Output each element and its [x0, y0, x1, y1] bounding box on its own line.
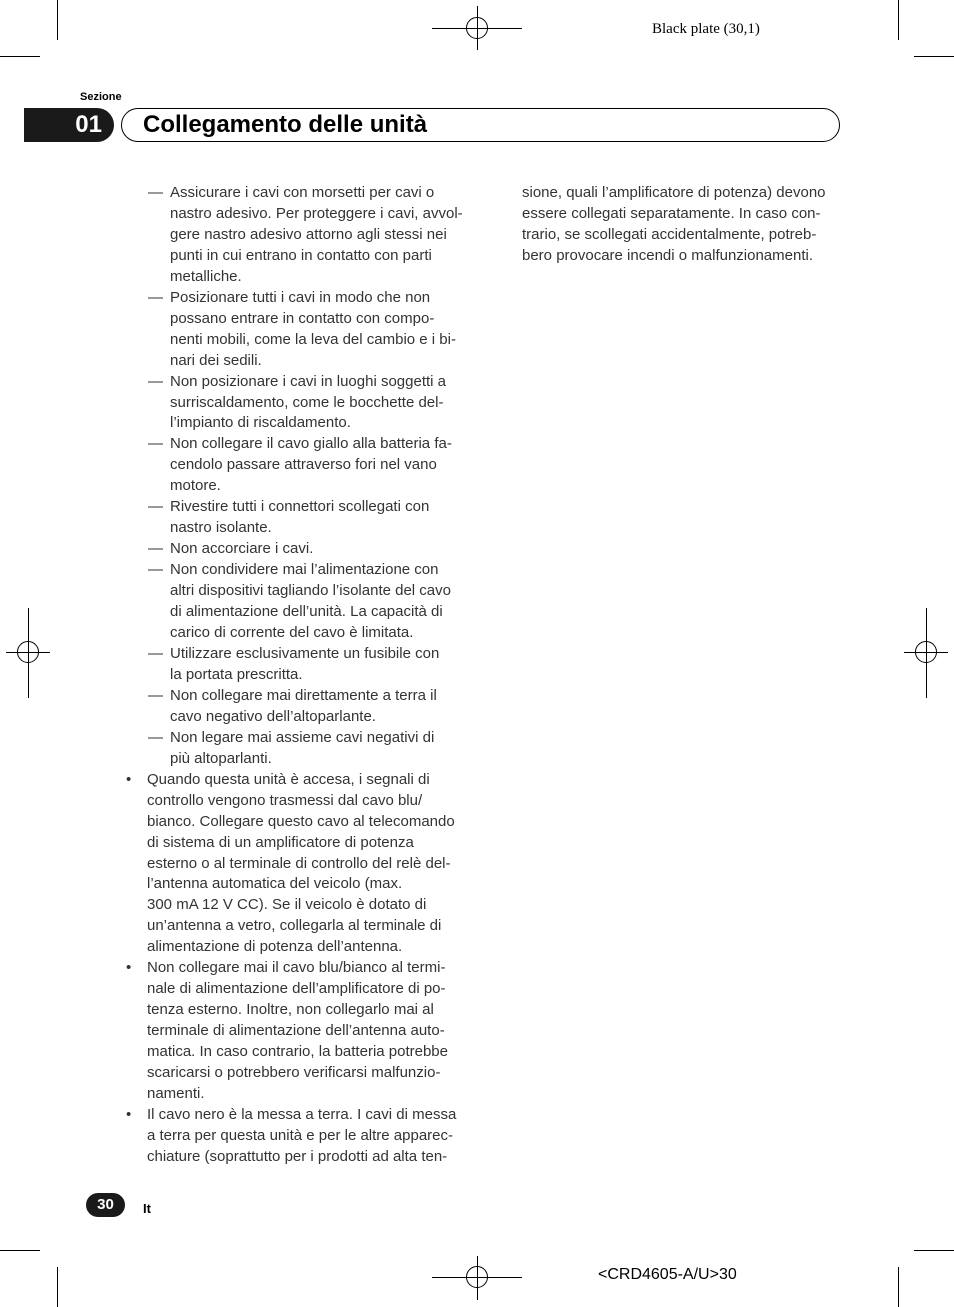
page-number-badge: 30 [86, 1193, 125, 1217]
dash-list-item [120, 434, 470, 497]
bullet-list-item [120, 770, 470, 959]
text-line: matica. In caso contrario, la batteria potrebbe [147, 1043, 448, 1061]
em-dash-marker: — [148, 644, 163, 662]
text-line: più altoparlanti. [170, 749, 272, 767]
text-line: Non legare mai assieme cavi negativi di [170, 728, 435, 746]
text-line: gere nastro adesivo attorno agli stessi nei [170, 225, 447, 243]
text-line: tenza esterno. Inoltre, non collegarlo mai al [147, 1001, 434, 1019]
text-line: Posizionare tutti i cavi in modo che non [170, 288, 431, 306]
dash-list-item [120, 372, 470, 435]
bullet-marker: • [126, 770, 132, 788]
text-line: nastro adesivo. Per proteggere i cavi, avvol- [170, 204, 463, 222]
text-line: nale di alimentazione dell’amplificatore di po- [147, 980, 446, 998]
text-line: alimentazione di potenza dell’antenna. [147, 938, 403, 956]
list-item-text [170, 434, 470, 497]
text-line: bero provocare incendi o malfunzionamenti. [522, 246, 813, 264]
list-item-text [170, 497, 470, 539]
section-label: Sezione [80, 91, 122, 103]
text-line: esterno o al terminale di controllo del relè del- [147, 854, 451, 872]
em-dash-marker: — [148, 561, 163, 579]
em-dash-marker: — [148, 686, 163, 704]
right-column [522, 183, 842, 267]
crop-mark [0, 56, 40, 57]
text-line: cendolo passare attraverso fori nel vano [170, 456, 437, 474]
text-line: sione, quali l’amplificatore di potenza) devono [522, 184, 826, 201]
bullet-marker: • [126, 959, 132, 977]
crop-mark [57, 0, 58, 40]
text-line: terminale di alimentazione dell’antenna auto- [147, 1022, 445, 1040]
dash-list-item [120, 183, 470, 288]
list-item-text [170, 644, 470, 686]
text-line: l’antenna automatica del veicolo (max. [147, 875, 403, 893]
em-dash-marker: — [148, 372, 163, 390]
crop-mark [914, 1250, 954, 1251]
text-line: Non collegare mai direttamente a terra il [170, 686, 437, 704]
text-line: Assicurare i cavi con morsetti per cavi o [170, 184, 435, 201]
text-line: cavo negativo dell’altoparlante. [170, 707, 376, 725]
text-line: a terra per questa unità e per le altre apparec- [147, 1126, 454, 1144]
section-number-badge: 01 [24, 108, 114, 142]
dash-list-item [120, 497, 470, 539]
text-line: Utilizzare esclusivamente un fusibile con [170, 644, 440, 662]
text-line: motore. [170, 477, 221, 495]
text-line: essere collegati separatamente. In caso con- [522, 204, 821, 222]
text-line: surriscaldamento, come le bocchette del- [170, 393, 444, 411]
list-item-text [170, 288, 470, 372]
text-line: 300 mA 12 V CC). Se il veicolo è dotato di [147, 896, 427, 914]
em-dash-marker: — [148, 540, 163, 558]
em-dash-marker: — [148, 288, 163, 306]
section-title: Collegamento delle unità [143, 111, 428, 138]
text-line: nastro isolante. [170, 519, 272, 537]
list-item-text [170, 539, 470, 560]
crop-mark [898, 0, 899, 40]
dash-list-item [120, 560, 470, 644]
list-item-text [170, 728, 470, 770]
em-dash-marker: — [148, 728, 163, 746]
em-dash-marker: — [148, 184, 163, 201]
list-item-text [147, 1105, 470, 1168]
text-line: nenti mobili, come la leva del cambio e i bi- [170, 330, 456, 348]
document-code: <CRD4605-A/U>30 [598, 1266, 737, 1283]
text-line: l’impianto di riscaldamento. [170, 414, 351, 432]
language-code: It [143, 1201, 151, 1216]
text-line: chiature (soprattutto per i prodotti ad alta ten- [147, 1147, 448, 1165]
bullet-list-item [120, 1105, 470, 1168]
em-dash-marker: — [148, 498, 163, 516]
text-line: bianco. Collegare questo cavo al telecomando [147, 812, 455, 830]
list-item-text [170, 686, 470, 728]
bullet-list-item [120, 958, 470, 1105]
text-line: namenti. [147, 1084, 205, 1102]
dash-list-item [120, 539, 470, 560]
text-line: di sistema di un amplificatore di potenza [147, 833, 414, 851]
bullet-marker: • [126, 1105, 132, 1123]
text-line: un’antenna a vetro, collegarla al terminale di [147, 917, 442, 935]
text-line: punti in cui entrano in contatto con parti [170, 246, 432, 264]
text-line: controllo vengono trasmessi dal cavo blu/ [147, 791, 423, 809]
text-line: Il cavo nero è la messa a terra. I cavi di messa [147, 1105, 457, 1123]
crop-mark [0, 1250, 40, 1251]
text-line: Non collegare mai il cavo blu/bianco al termi- [147, 959, 446, 977]
text-line: nari dei sedili. [170, 351, 262, 369]
text-line: Non accorciare i cavi. [170, 540, 314, 558]
dash-list-item [120, 644, 470, 686]
crop-mark [57, 1267, 58, 1307]
dash-list-item [120, 686, 470, 728]
crop-mark [898, 1267, 899, 1307]
text-line: Rivestire tutti i connettori scollegati con [170, 498, 430, 516]
dash-list-item [120, 288, 470, 372]
text-line: di alimentazione dell’unità. La capacità di [170, 603, 443, 621]
left-column [120, 183, 470, 1168]
list-item-text [170, 183, 470, 288]
paragraph [522, 183, 842, 267]
text-line: Quando questa unità è accesa, i segnali di [147, 770, 430, 788]
crop-mark [914, 56, 954, 57]
text-line: metalliche. [170, 267, 242, 285]
em-dash-marker: — [148, 435, 163, 453]
text-line: altri dispositivi tagliando l’isolante del cavo [170, 582, 451, 600]
text-line: Non posizionare i cavi in luoghi soggetti a [170, 372, 446, 390]
text-line: possano entrare in contatto con compo- [170, 309, 435, 327]
text-line: scaricarsi o potrebbero verificarsi malfunzio- [147, 1064, 441, 1082]
list-item-text [170, 372, 470, 435]
text-line: trario, se scollegati accidentalmente, potreb- [522, 225, 817, 243]
list-item-text [147, 958, 470, 1105]
plate-label: Black plate (30,1) [652, 21, 760, 37]
list-item-text [170, 560, 470, 644]
text-line: Non condividere mai l’alimentazione con [170, 561, 439, 579]
text-line: la portata prescritta. [170, 665, 303, 683]
text-line: carico di corrente del cavo è limitata. [170, 624, 414, 642]
dash-list-item [120, 728, 470, 770]
list-item-text [147, 770, 470, 959]
text-line: Non collegare il cavo giallo alla batteria fa- [170, 435, 452, 453]
